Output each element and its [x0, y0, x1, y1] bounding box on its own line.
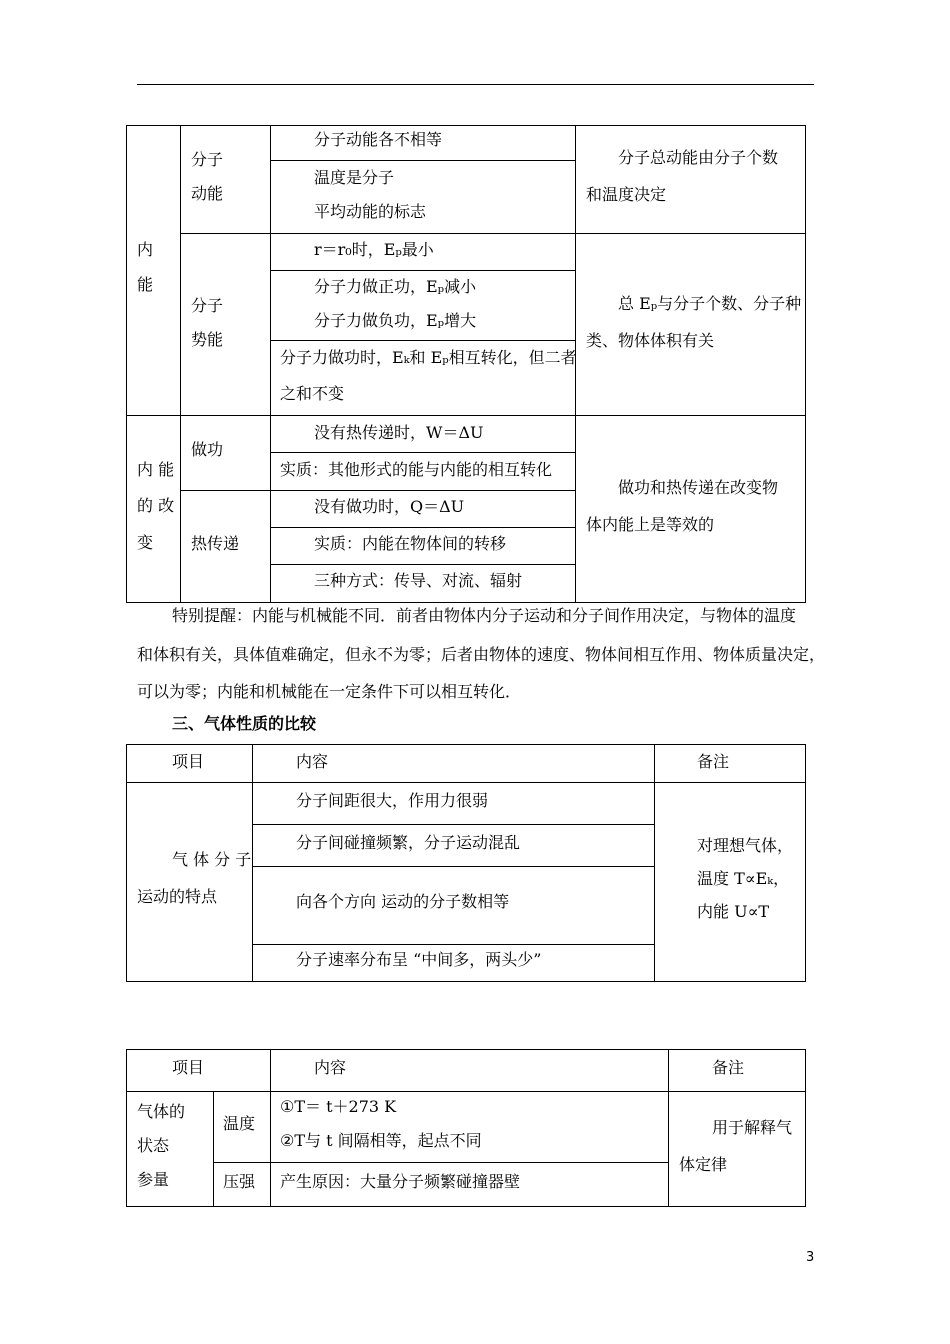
cell-rechuandi-r3: 三种方式：传导、对流、辐射: [314, 571, 523, 590]
label-gaibian-2: 的 改: [137, 496, 175, 515]
t3-yaqiang-r1: 产生原因：大量分子频繁碰撞器壁: [280, 1172, 521, 1191]
cell-dongneng-r2b: 平均动能的标志: [314, 202, 427, 221]
t2-note-2: 温度 T∝Eₖ，: [697, 869, 790, 888]
label-neneng-1: 内: [137, 240, 154, 259]
t3-yaqiang-label: 压强: [223, 1172, 256, 1191]
t3-wendu-r1: ①T＝ t＋273 K: [280, 1097, 397, 1116]
note-dongneng-2: 和温度决定: [586, 185, 667, 204]
cell-dongneng-r2a: 温度是分子: [314, 168, 395, 187]
label-rechuandi: 热传递: [191, 534, 240, 553]
t2-note-1: 对理想气体，: [697, 836, 794, 855]
label-fenzi-dongneng-2: 动能: [191, 184, 224, 203]
t2-row-4: 分子速率分布呈 “中间多，两头少”: [296, 950, 542, 969]
t2-header-note: 备注: [697, 752, 730, 771]
note-gaibian-1: 做功和热传递在改变物: [618, 478, 779, 497]
header-rule: [137, 84, 814, 85]
t2-label-2: 运动的特点: [137, 887, 218, 906]
t3-note-1: 用于解释气: [712, 1118, 793, 1137]
page-number: 3: [806, 1250, 815, 1265]
t3-label-3: 参量: [137, 1170, 170, 1189]
paragraph-line-3: 可以为零；内能和机械能在一定条件下可以相互转化．: [137, 682, 522, 701]
t3-label-1: 气体的: [137, 1102, 186, 1121]
t3-header-note: 备注: [712, 1058, 745, 1077]
t3-note-2: 体定律: [679, 1155, 728, 1174]
cell-zuogong-r2: 实质：其他形式的能与内能的相互转化: [280, 460, 553, 479]
label-gaibian-1: 内 能: [137, 460, 175, 479]
label-fenzi-dongneng-1: 分子: [191, 150, 224, 169]
cell-rechuandi-r2: 实质：内能在物体间的转移: [314, 534, 507, 553]
note-shineng-1: 总 Eₚ与分子个数、分子种: [618, 294, 802, 313]
cell-dongneng-r1: 分子动能各不相等: [314, 130, 443, 149]
label-fenzi-shineng-1: 分子: [191, 296, 224, 315]
t3-label-2: 状态: [137, 1136, 170, 1155]
note-dongneng-1: 分子总动能由分子个数: [618, 148, 779, 167]
section-title: 三、气体性质的比较: [172, 714, 317, 733]
t2-note-3: 内能 U∝T: [697, 902, 770, 921]
cell-shineng-r2a: 分子力做正功，Eₚ减小: [314, 277, 477, 296]
t2-row-1: 分子间距很大，作用力很弱: [296, 791, 489, 810]
t3-wendu-label: 温度: [223, 1114, 256, 1133]
t2-row-2: 分子间碰撞频繁，分子运动混乱: [296, 833, 521, 852]
t3-header-content: 内容: [314, 1058, 347, 1077]
t2-label-1: 气 体 分 子: [172, 850, 252, 869]
t2-row-3: 向各个方向 运动的分子数相等: [296, 892, 510, 911]
t3-wendu-r2: ②T与 t 间隔相等，起点不同: [280, 1131, 482, 1150]
label-gaibian-3: 变: [137, 533, 154, 552]
label-fenzi-shineng-2: 势能: [191, 330, 224, 349]
paragraph-line-2: 和体积有关，具体值难确定，但永不为零；后者由物体的速度、物体间相互作用、物体质量决定，: [137, 645, 826, 664]
note-gaibian-2: 体内能上是等效的: [586, 515, 715, 534]
cell-zuogong-r1: 没有热传递时，W＝ΔU: [314, 423, 484, 442]
t3-header-item: 项目: [172, 1058, 205, 1077]
cell-shineng-r1: r＝r₀时，Eₚ最小: [314, 240, 434, 259]
label-zuogong: 做功: [191, 440, 224, 459]
cell-rechuandi-r1: 没有做功时，Q＝ΔU: [314, 497, 465, 516]
t2-header-content: 内容: [296, 752, 329, 771]
label-neneng-2: 能: [137, 275, 154, 294]
cell-shineng-r2b: 分子力做负功，Eₚ增大: [314, 311, 477, 330]
t2-header-item: 项目: [172, 752, 205, 771]
cell-shineng-r3b: 之和不变: [280, 384, 345, 403]
cell-shineng-r3a: 分子力做功时，Eₖ和 Eₚ相互转化，但二者: [280, 348, 577, 367]
paragraph-line-1: 特别提醒：内能与机械能不同．前者由物体内分子运动和分子间作用决定，与物体的温度: [172, 606, 797, 625]
note-shineng-2: 类、物体体积有关: [586, 331, 715, 350]
